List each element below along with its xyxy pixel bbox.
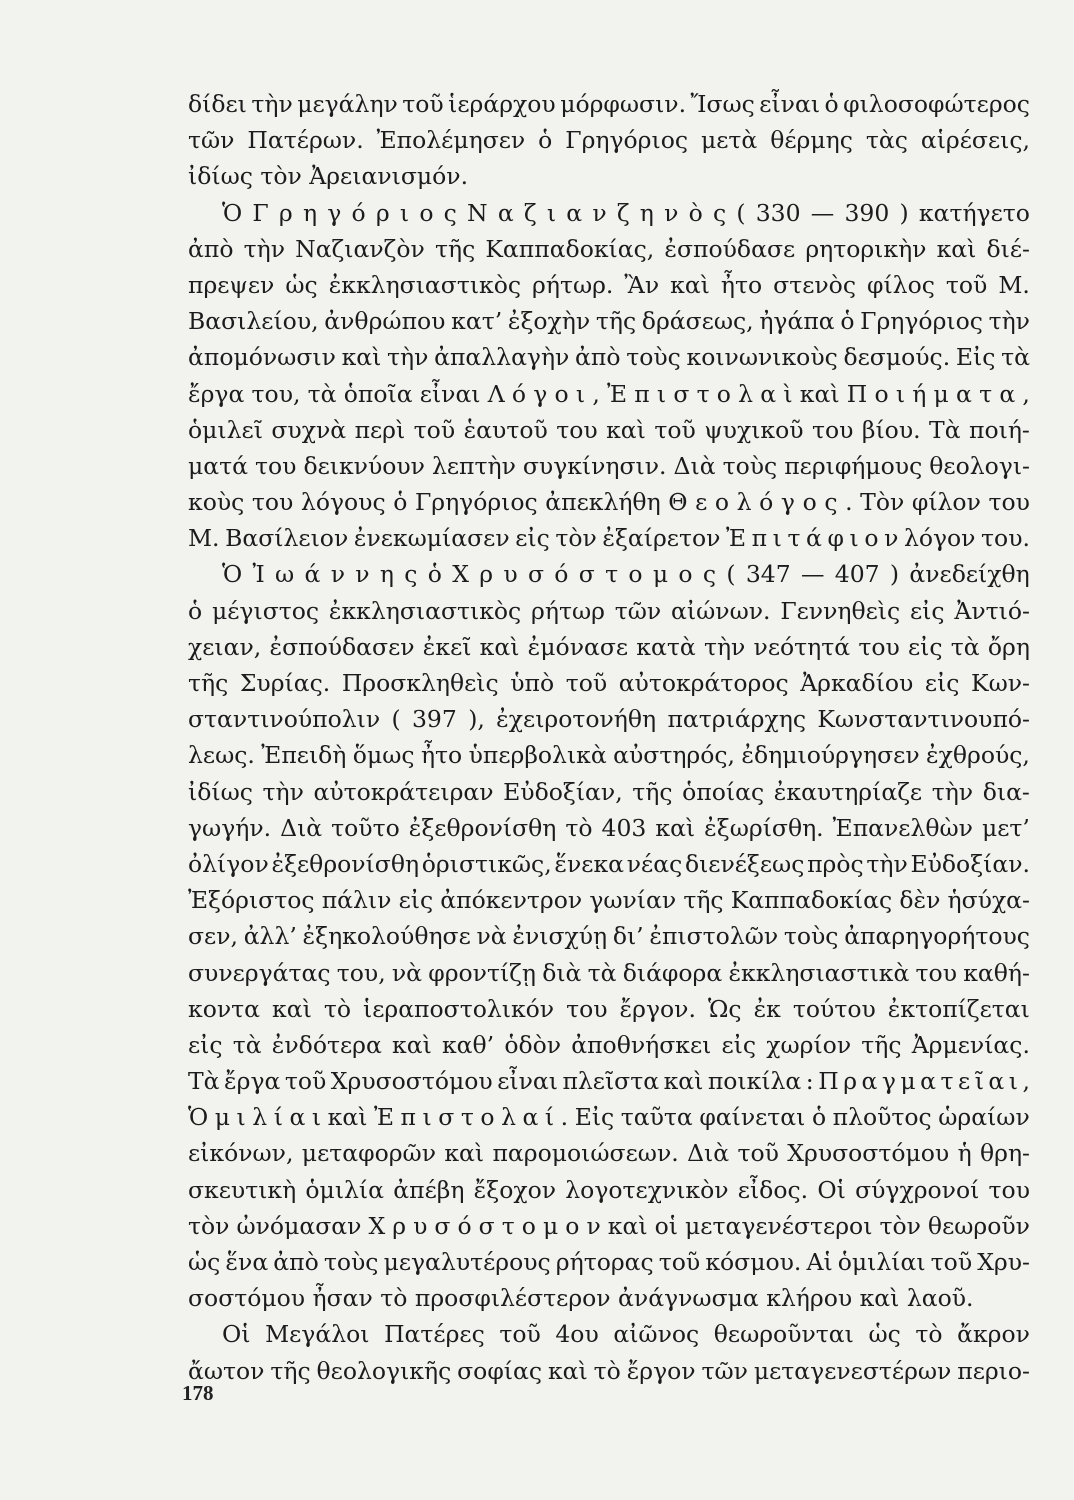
page-number: 178 bbox=[182, 1381, 214, 1405]
text-line: ἰδίως τὸν Ἀρειανισμόν. bbox=[188, 162, 469, 191]
text-line: Βασιλείου, ἀνθρώπου κατ’ ἐξοχὴν τῆς δράσεως, ἠγάπα ὁ Γρηγόριος τὴν bbox=[188, 307, 1030, 336]
text-line: συνεργάτας του, νὰ φροντίζῃ διὰ τὰ διάφορα ἐκκλησιαστικὰ του καθή- bbox=[188, 958, 1030, 987]
text-line: Ὁ μ ι λ ί α ι καὶ Ἐ π ι σ τ ο λ α ί . Εἰς ταῦτα φαίνεται ὁ πλοῦτος ὡραίων bbox=[188, 1103, 1030, 1132]
text-line: τὸν ὠνόμασαν Χ ρ υ σ ό σ τ ο μ ο ν καὶ οἱ μεταγενέστεροι τὸν θεωροῦν bbox=[188, 1211, 1030, 1240]
text-line: εἰκόνων, μεταφορῶν καὶ παρομοιώσεων. Διὰ τοῦ Χρυσοστόμου ἡ θρη- bbox=[188, 1139, 1030, 1168]
text-line: ἔργα του, τὰ ὁποῖα εἶναι Λ ό γ ο ι , Ἐ π ι σ τ ο λ α ὶ καὶ Π ο ι ή μ α τ α , bbox=[188, 379, 1030, 408]
text-line: ὁ μέγιστος ἐκκλησιαστικὸς ρήτωρ τῶν αἰώνων. Γεννηθεὶς εἰς Ἀντιό- bbox=[188, 596, 1030, 625]
text-line: Τὰ ἔργα τοῦ Χρυσοστόμου εἶναι πλεῖστα καὶ ποικίλα : Π ρ α γ μ α τ ε ῖ α ι , bbox=[188, 1067, 1030, 1096]
text-line: πρεψεν ὡς ἐκκλησιαστικὸς ρήτωρ. Ἂν καὶ ἦτο στενὸς φίλος τοῦ Μ. bbox=[188, 270, 1030, 299]
text-line: Οἱ Μεγάλοι Πατέρες τοῦ 4ου αἰῶνος θεωροῦνται ὡς τὸ ἄκρον bbox=[222, 1320, 1030, 1349]
text-line: σεν, ἀλλ’ ἐξηκολούθησε νὰ ἐνισχύῃ δι’ ἐπιστολῶν τοὺς ἀπαρηγορήτους bbox=[188, 922, 1030, 951]
body-text bbox=[188, 86, 1030, 1389]
text-line: τῆς Συρίας. Προσκληθεὶς ὑπὸ τοῦ αὐτοκράτορος Ἀρκαδίου εἰς Κων- bbox=[188, 669, 1030, 697]
text-line: σοστόμου ἦσαν τὸ προσφιλέστερον ἀνάγνωσμα κλήρου καὶ λαοῦ. bbox=[188, 1284, 974, 1313]
text-line: σταντινούπολιν ( 397 ), ἐχειροτονήθη πατριάρχης Κωνσταντινουπό- bbox=[188, 705, 1030, 734]
text-line: ματά του δεικνύουν λεπτὴν συγκίνησιν. Διὰ τοὺς περιφήμους θεολογι- bbox=[188, 451, 1030, 480]
text-line: Ὁ Γ ρ η γ ό ρ ι ο ς Ν α ζ ι α ν ζ η ν ὸ ς ( 330 — 390 ) κατήγετο bbox=[222, 198, 1030, 227]
text-line: τῶν Πατέρων. Ἐπολέμησεν ὁ Γρηγόριος μετὰ θέρμης τὰς αἱρέσεις, bbox=[188, 126, 1030, 155]
text-line: ἰδίως τὴν αὐτοκράτειραν Εὐδοξίαν, τῆς ὁποίας ἐκαυτηρίαζε τὴν δια- bbox=[188, 777, 1030, 806]
text-line: Ὁ Ἰ ω ά ν ν η ς ὁ Χ ρ υ σ ό σ τ ο μ ο ς ( 347 — 407 ) ἀνεδείχθη bbox=[222, 560, 1030, 589]
text-line: ἀπομόνωσιν καὶ τὴν ἀπαλλαγὴν ἀπὸ τοὺς κοινωνικοὺς δεσμούς. Εἰς τὰ bbox=[188, 343, 1030, 372]
text-line: κοντα καὶ τὸ ἱεραποστολικόν του ἔργον. Ὡς ἐκ τούτου ἐκτοπίζεται bbox=[188, 994, 1030, 1023]
text-line: ἄωτον τῆς θεολογικῆς σοφίας καὶ τὸ ἔργον τῶν μεταγενεστέρων περιο- bbox=[188, 1356, 1030, 1385]
text-line: δίδει τὴν μεγάλην τοῦ ἱεράρχου μόρφωσιν. Ἴσως εἶναι ὁ φιλοσοφώτερος bbox=[188, 90, 1030, 118]
text-line: Μ. Βασίλειον ἐνεκωμίασεν εἰς τὸν ἐξαίρετον Ἐ π ι τ ά φ ι ο ν λόγον του. bbox=[188, 524, 1030, 553]
text-line: λεως. Ἐπειδὴ ὅμως ἦτο ὑπερβολικὰ αὐστηρός, ἐδημιούργησεν ἐχθρούς, bbox=[188, 741, 1030, 770]
text-line: χειαν, ἐσπούδασεν ἐκεῖ καὶ ἐμόνασε κατὰ τὴν νεότητά του εἰς τὰ ὄρη bbox=[188, 632, 1030, 661]
text-line: γωγήν. Διὰ τοῦτο ἐξεθρονίσθη τὸ 403 καὶ ἐξωρίσθη. Ἐπανελθὼν μετ’ bbox=[188, 813, 1030, 842]
text-line: Ἐξόριστος πάλιν εἰς ἀπόκεντρον γωνίαν τῆς Καππαδοκίας δὲν ἡσύχα- bbox=[188, 886, 1030, 915]
text-line: εἰς τὰ ἐνδότερα καὶ καθ’ ὁδὸν ἀποθνήσκει εἰς χωρίον τῆς Ἀρμενίας. bbox=[188, 1030, 1030, 1059]
text-line: κοὺς του λόγους ὁ Γρηγόριος ἀπεκλήθη Θ ε ο λ ό γ ο ς . Τὸν φίλον του bbox=[188, 488, 1030, 517]
text-line: ὁμιλεῖ συχνὰ περὶ τοῦ ἑαυτοῦ του καὶ τοῦ ψυχικοῦ του βίου. Τὰ ποιή- bbox=[188, 415, 1030, 444]
text-line: ὡς ἕνα ἀπὸ τοὺς μεγαλυτέρους ρήτορας τοῦ κόσμου. Αἱ ὁμιλίαι τοῦ Χρυ- bbox=[188, 1248, 1030, 1276]
text-line: ὀλίγον ἐξεθρονίσθη ὁριστικῶς, ἕνεκα νέας διενέξεως πρὸς τὴν Εὐδοξίαν. bbox=[188, 849, 1030, 878]
text-line: ἀπὸ τὴν Ναζιανζὸν τῆς Καππαδοκίας, ἐσπούδασε ρητορικὴν καὶ διέ- bbox=[188, 234, 1030, 263]
text-line: σκευτικὴ ὁμιλία ἀπέβη ἔξοχον λογοτεχνικὸν εἶδος. Οἱ σύγχρονοί του bbox=[188, 1175, 1030, 1204]
